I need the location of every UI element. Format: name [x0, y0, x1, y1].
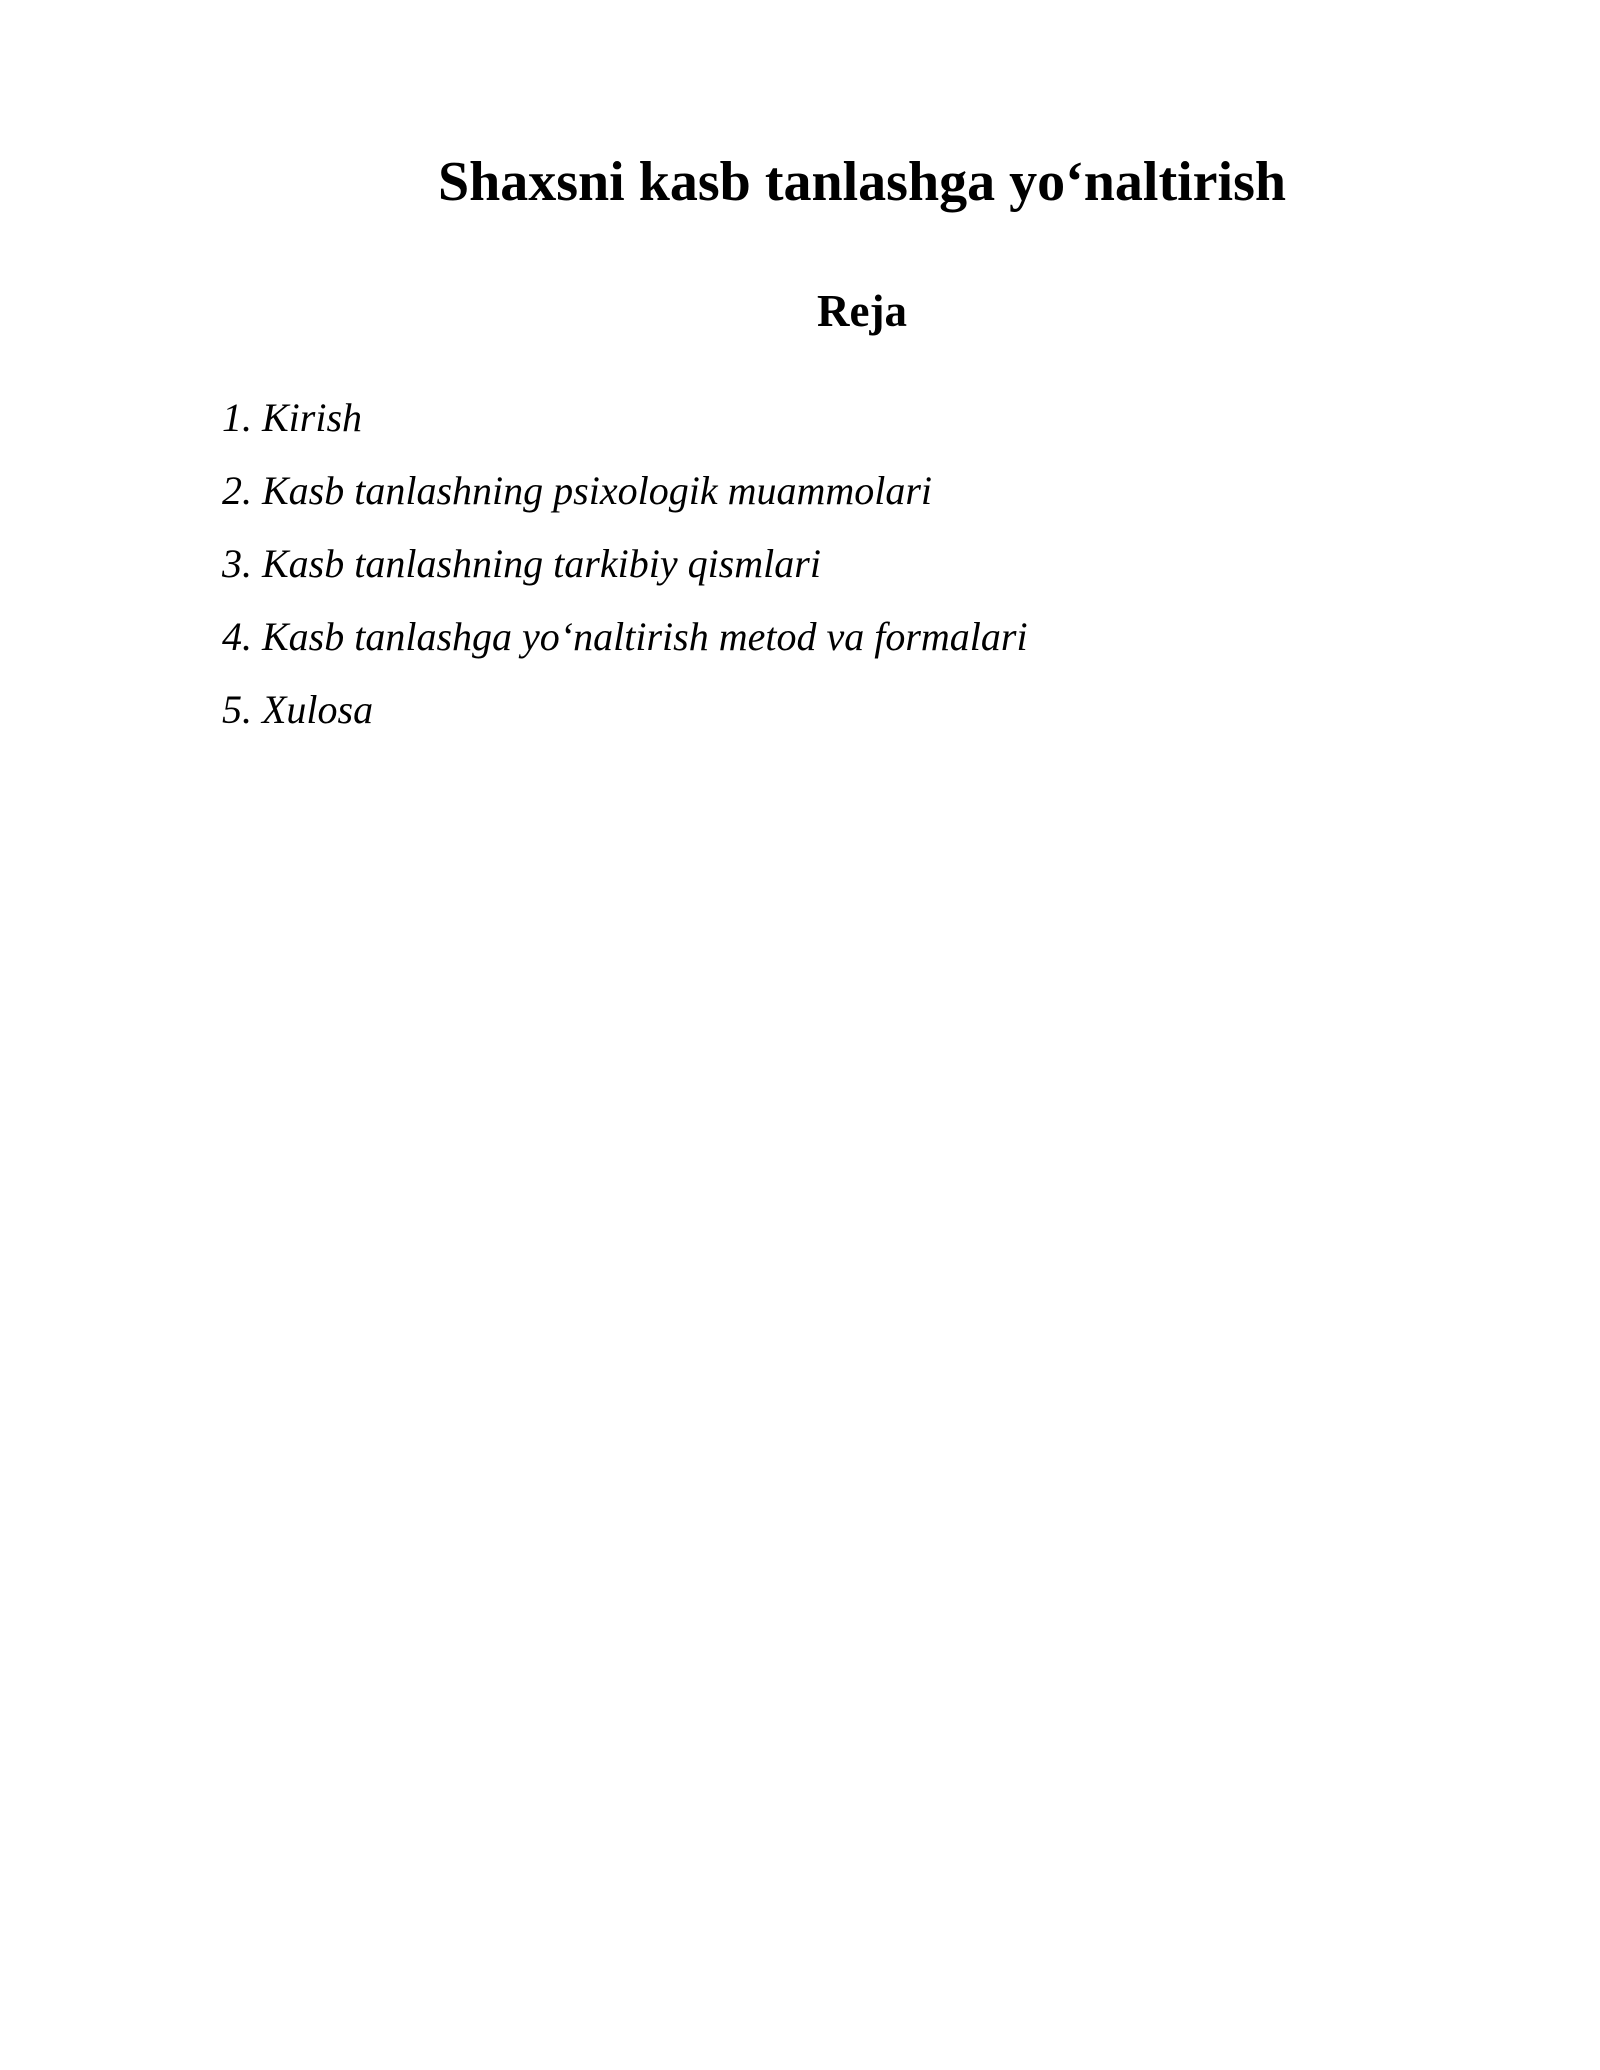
plan-item-tarkibiy-qismlar: 3. Kasb tanlashning tarkibiy qismlari [222, 541, 821, 586]
plan-heading: Reja [817, 286, 907, 336]
plan-item-psixologik-muammolar: 2. Kasb tanlashning psixologik muammolari [222, 468, 933, 513]
plan-item-metod-va-formalar: 4. Kasb tanlashga yo‘naltirish metod va formalari [222, 614, 1028, 659]
plan-item-kirish: 1. Kirish [222, 395, 363, 440]
plan-item-xulosa: 5. Xulosa [222, 687, 374, 732]
document-title: Shaxsni kasb tanlashga yo‘naltirish [437, 151, 1287, 213]
plan-list [222, 390, 1028, 755]
